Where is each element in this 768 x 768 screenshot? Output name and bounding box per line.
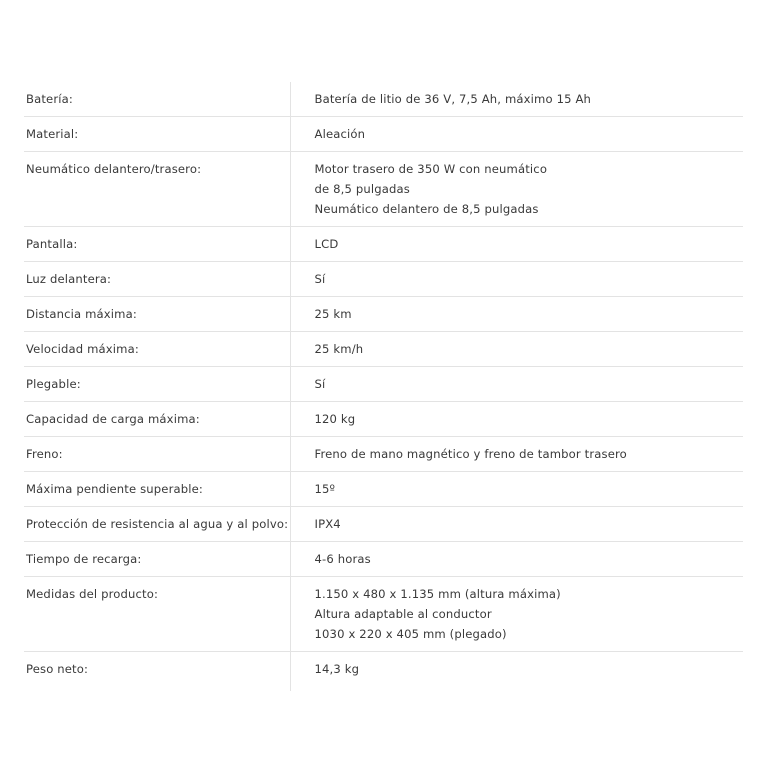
spec-value-line: 14,3 kg xyxy=(314,662,360,676)
spec-label: Distancia máxima: xyxy=(24,297,290,332)
spec-row-peso-neto xyxy=(24,652,743,692)
spec-value xyxy=(290,332,743,367)
spec-label: Freno: xyxy=(24,437,290,472)
spec-value-line: 1030 x 220 x 405 mm (plegado) xyxy=(314,627,507,641)
spec-value-line: 25 km xyxy=(314,307,352,321)
spec-value xyxy=(290,117,743,152)
spec-value-line: IPX4 xyxy=(314,517,341,531)
spec-value xyxy=(290,542,743,577)
spec-value-line: Freno de mano magnético y freno de tambor trasero xyxy=(314,447,627,461)
spec-row-pantalla xyxy=(24,227,743,262)
spec-label: Capacidad de carga máxima: xyxy=(24,402,290,437)
spec-value-line: 120 kg xyxy=(314,412,356,426)
spec-label: Velocidad máxima: xyxy=(24,332,290,367)
spec-row-plegable xyxy=(24,367,743,402)
spec-row-pendiente xyxy=(24,472,743,507)
spec-label: Plegable: xyxy=(24,367,290,402)
spec-value-line: 15º xyxy=(314,482,336,496)
spec-value-line: LCD xyxy=(314,237,339,251)
spec-label: Material: xyxy=(24,117,290,152)
spec-value-line: Sí xyxy=(314,377,326,391)
spec-value xyxy=(290,367,743,402)
spec-row-medidas xyxy=(24,577,743,652)
specifications-table xyxy=(24,82,743,691)
spec-row-tiempo-recarga xyxy=(24,542,743,577)
spec-value-line: 25 km/h xyxy=(314,342,364,356)
spec-value-line: Sí xyxy=(314,272,326,286)
spec-value xyxy=(290,652,743,692)
spec-row-freno xyxy=(24,437,743,472)
spec-label: Tiempo de recarga: xyxy=(24,542,290,577)
spec-value xyxy=(290,227,743,262)
spec-label: Pantalla: xyxy=(24,227,290,262)
spec-value-line: Batería de litio de 36 V, 7,5 Ah, máximo 15 Ah xyxy=(314,92,592,106)
spec-label: Medidas del producto: xyxy=(24,577,290,652)
spec-value-line: Altura adaptable al conductor xyxy=(314,607,492,621)
spec-value-line: Aleación xyxy=(314,127,366,141)
spec-label: Protección de resistencia al agua y al polvo: xyxy=(24,507,290,542)
spec-value-line: 1.150 x 480 x 1.135 mm (altura máxima) xyxy=(314,587,561,601)
spec-row-neumatico xyxy=(24,152,743,227)
spec-value-line: 4-6 horas xyxy=(314,552,371,566)
spec-value xyxy=(290,577,743,652)
spec-value xyxy=(290,262,743,297)
spec-value xyxy=(290,437,743,472)
spec-row-bateria xyxy=(24,82,743,117)
spec-row-luz-delantera xyxy=(24,262,743,297)
spec-value xyxy=(290,82,743,117)
spec-value xyxy=(290,402,743,437)
spec-value-line: Motor trasero de 350 W con neumático xyxy=(314,162,548,176)
spec-value-line: Neumático delantero de 8,5 pulgadas xyxy=(314,202,539,216)
spec-label: Luz delantera: xyxy=(24,262,290,297)
spec-row-material xyxy=(24,117,743,152)
spec-row-capacidad-carga xyxy=(24,402,743,437)
spec-value xyxy=(290,152,743,227)
spec-label: Batería: xyxy=(24,82,290,117)
spec-row-velocidad-maxima xyxy=(24,332,743,367)
spec-label: Máxima pendiente superable: xyxy=(24,472,290,507)
spec-value xyxy=(290,507,743,542)
spec-value-line: de 8,5 pulgadas xyxy=(314,182,410,196)
spec-value xyxy=(290,297,743,332)
spec-value xyxy=(290,472,743,507)
spec-row-distancia-maxima xyxy=(24,297,743,332)
spec-label: Neumático delantero/trasero: xyxy=(24,152,290,227)
spec-row-proteccion xyxy=(24,507,743,542)
spec-label: Peso neto: xyxy=(26,662,89,676)
